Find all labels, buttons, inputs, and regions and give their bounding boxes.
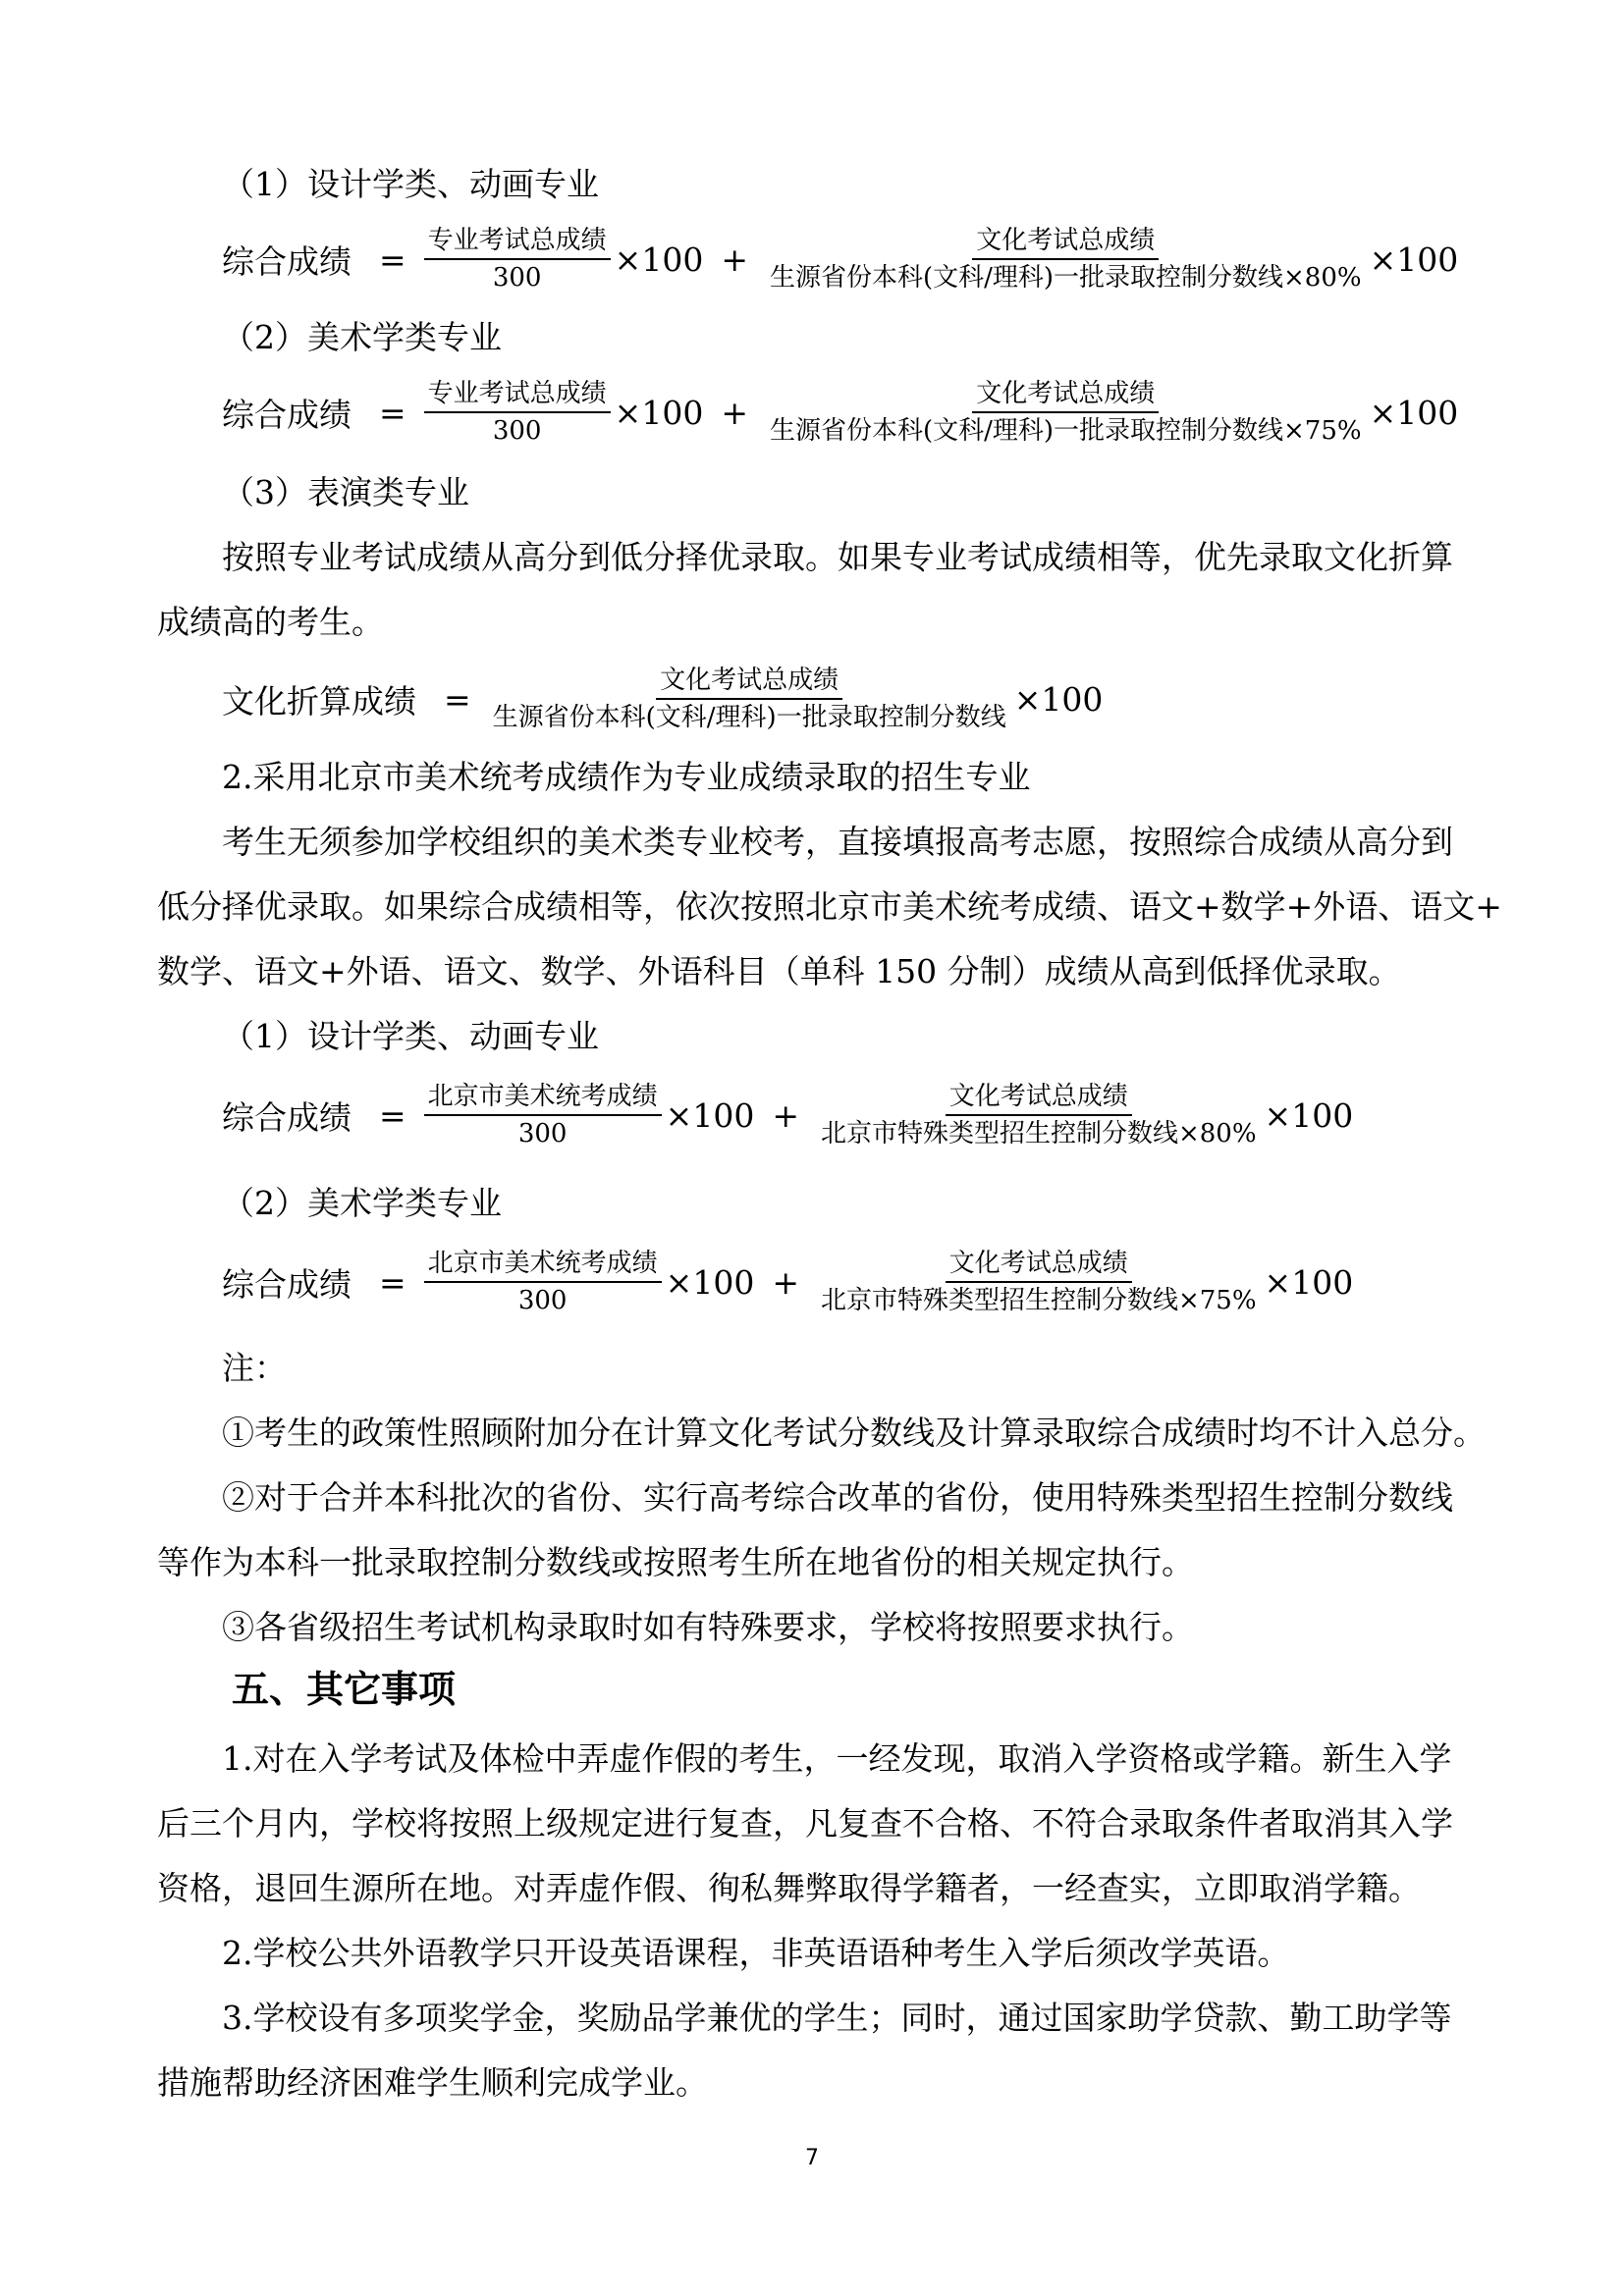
multiplier: ×100 xyxy=(1013,679,1104,719)
numerator: 专业考试总成绩 xyxy=(424,223,611,260)
formula-design-anim-1 xyxy=(222,218,1458,300)
denominator: 生源省份本科(文科/理科)一批录取控制分数线×75% xyxy=(769,416,1362,446)
other-item-1-line-3: 资格，退回生源所在地。对弄虚作假、徇私舞弊取得学籍者，一经查实，立即取消学籍。 xyxy=(157,1869,1421,1907)
denominator: 300 xyxy=(517,1119,568,1148)
other-item-3-line-2: 措施帮助经济困难学生顺利完成学业。 xyxy=(157,2063,708,2102)
numerator: 北京市美术统考成绩 xyxy=(424,1079,662,1116)
fine-arts-title-1: （2）美术学类专业 xyxy=(222,318,502,356)
denominator: 生源省份本科(文科/理科)一批录取控制分数线×80% xyxy=(769,263,1362,293)
formula-label: 综合成绩 xyxy=(222,1097,352,1137)
note-3: ③各省级招生考试机构录取时如有特殊要求，学校将按照要求执行。 xyxy=(222,1608,1194,1646)
multiplier: ×100 xyxy=(614,240,704,279)
fraction-professional xyxy=(424,223,611,295)
plus-sign: + xyxy=(721,240,748,279)
denominator: 300 xyxy=(492,416,542,446)
performance-text-line-2: 成绩高的考生。 xyxy=(157,603,384,641)
multiplier: ×100 xyxy=(665,1262,755,1302)
denominator: 300 xyxy=(492,263,542,293)
formula-culture-converted xyxy=(222,658,1103,740)
formula-fine-arts-1 xyxy=(222,371,1458,454)
denominator: 300 xyxy=(517,1286,568,1315)
beijing-text-line-3: 数学、语文+外语、语文、数学、外语科目（单科 150 分制）成绩从高到低择优录取。 xyxy=(157,952,1401,990)
other-item-1-line-2: 后三个月内，学校将按照上级规定进行复查，凡复查不合格、不符合录取条件者取消其入学 xyxy=(157,1804,1453,1842)
other-item-3-line-1: 3.学校设有多项奖学金，奖励品学兼优的学生；同时，通过国家助学贷款、勤工助学等 xyxy=(222,1999,1452,2037)
fraction-culture xyxy=(766,223,1366,295)
multiplier: ×100 xyxy=(1369,393,1459,432)
page-number: 7 xyxy=(805,2146,819,2170)
equals-sign: = xyxy=(379,393,406,432)
formula-design-anim-2 xyxy=(222,1074,1353,1156)
formula-label: 综合成绩 xyxy=(222,241,352,281)
numerator: 文化考试总成绩 xyxy=(972,376,1159,413)
formula-label: 综合成绩 xyxy=(222,395,352,434)
formula-fine-arts-2 xyxy=(222,1241,1353,1323)
note-2-line-2: 等作为本科一批录取控制分数线或按照考生所在地省份的相关规定执行。 xyxy=(157,1543,1194,1581)
fraction-professional xyxy=(424,1079,662,1151)
numerator: 专业考试总成绩 xyxy=(424,376,611,413)
notes-label: 注： xyxy=(222,1349,287,1387)
numerator: 文化考试总成绩 xyxy=(972,223,1159,260)
denominator: 北京市特殊类型招生控制分数线×80% xyxy=(820,1119,1257,1148)
other-item-2: 2.学校公共外语教学只开设英语课程，非英语语种考生入学后须改学英语。 xyxy=(222,1934,1290,1972)
fine-arts-title-2: （2）美术学类专业 xyxy=(222,1184,502,1222)
equals-sign: = xyxy=(379,1262,406,1302)
multiplier: ×100 xyxy=(1369,240,1459,279)
other-item-1-line-1: 1.对在入学考试及体检中弄虚作假的考生，一经发现，取消入学资格或学籍。新生入学 xyxy=(222,1739,1452,1778)
multiplier: ×100 xyxy=(1264,1095,1354,1135)
formula-label: 综合成绩 xyxy=(222,1264,352,1304)
design-anim-title-1: （1）设计学类、动画专业 xyxy=(222,165,599,203)
beijing-text-line-2: 低分择优录取。如果综合成绩相等，依次按照北京市美术统考成绩、语文+数学+外语、语文+ xyxy=(157,887,1502,926)
fraction-professional xyxy=(424,376,611,449)
numerator: 文化考试总成绩 xyxy=(946,1079,1132,1116)
numerator: 北京市美术统考成绩 xyxy=(424,1246,662,1283)
equals-sign: = xyxy=(379,240,406,279)
multiplier: ×100 xyxy=(614,393,704,432)
note-1: ①考生的政策性照顾附加分在计算文化考试分数线及计算录取综合成绩时均不计入总分。 xyxy=(222,1414,1486,1452)
fraction-culture xyxy=(766,376,1366,449)
fraction-culture xyxy=(817,1246,1261,1318)
fraction-culture xyxy=(817,1079,1261,1151)
performance-text-line-1: 按照专业考试成绩从高分到低分择优录取。如果专业考试成绩相等，优先录取文化折算 xyxy=(222,538,1453,576)
multiplier: ×100 xyxy=(665,1095,755,1135)
fraction-culture xyxy=(489,663,1010,735)
formula-label: 文化折算成绩 xyxy=(222,681,416,721)
plus-sign: + xyxy=(721,393,748,432)
numerator: 文化考试总成绩 xyxy=(946,1246,1132,1283)
other-matters-heading: 五、其它事项 xyxy=(232,1668,457,1711)
equals-sign: = xyxy=(444,679,471,719)
equals-sign: = xyxy=(379,1095,406,1135)
note-2-line-1: ②对于合并本科批次的省份、实行高考综合改革的省份，使用特殊类型招生控制分数线 xyxy=(222,1478,1453,1517)
plus-sign: + xyxy=(772,1095,799,1135)
numerator: 文化考试总成绩 xyxy=(656,663,842,700)
denominator: 北京市特殊类型招生控制分数线×75% xyxy=(820,1286,1257,1315)
beijing-text-line-1: 考生无须参加学校组织的美术类专业校考，直接填报高考志愿，按照综合成绩从高分到 xyxy=(222,823,1453,861)
multiplier: ×100 xyxy=(1264,1262,1354,1302)
denominator: 生源省份本科(文科/理科)一批录取控制分数线 xyxy=(492,703,1006,732)
fraction-professional xyxy=(424,1246,662,1318)
design-anim-title-2: （1）设计学类、动画专业 xyxy=(222,1017,599,1055)
beijing-section-title: 2.采用北京市美术统考成绩作为专业成绩录取的招生专业 xyxy=(222,758,1031,796)
plus-sign: + xyxy=(772,1262,799,1302)
performance-title: （3）表演类专业 xyxy=(222,473,469,511)
